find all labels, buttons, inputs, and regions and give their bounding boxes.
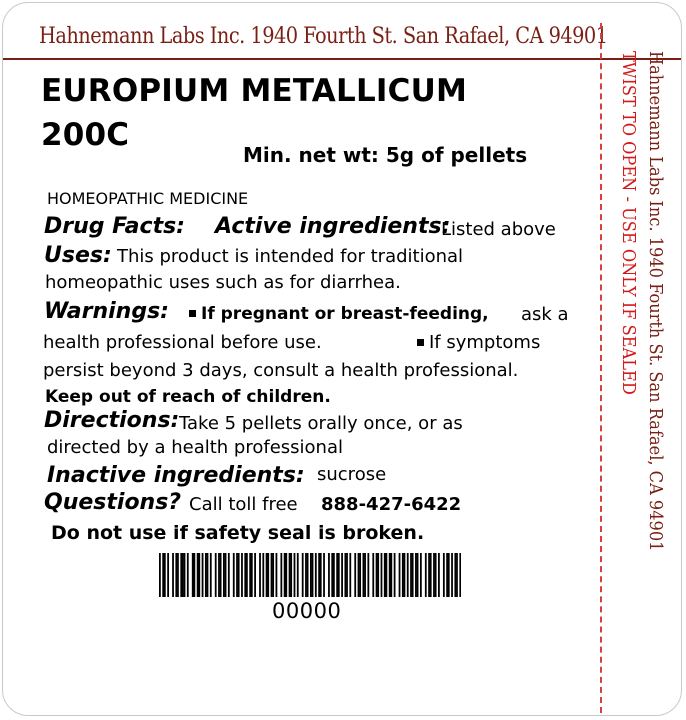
barcode-bar (341, 553, 343, 597)
barcode-bar (367, 553, 369, 597)
barcode-bar (246, 553, 248, 597)
barcode-bar (184, 553, 186, 597)
barcode-bar (358, 553, 360, 597)
barcode-bar (359, 553, 361, 597)
barcode-bar (310, 553, 312, 597)
barcode-bar (280, 553, 282, 597)
barcode-bar (389, 553, 391, 597)
bullet-icon (417, 339, 424, 346)
barcode-bar (215, 553, 217, 597)
barcode-bar (446, 553, 448, 597)
bullet-icon (189, 310, 196, 317)
barcode-bar (384, 553, 386, 597)
barcode-bar (249, 553, 251, 597)
barcode-bar (372, 553, 374, 597)
barcode-bar (412, 553, 414, 597)
barcode-bar (162, 553, 164, 597)
barcode-bar (386, 553, 388, 597)
product-label (2, 2, 682, 716)
barcode-bar (394, 553, 396, 597)
barcode-bar (244, 553, 246, 597)
uses-line-2: homeopathic uses such as for diarrhea. (45, 272, 401, 293)
barcode-bar (259, 553, 261, 597)
barcode-bar (207, 553, 209, 597)
barcode-bar (346, 553, 348, 597)
inactive-ingredients-value: sucrose (317, 464, 387, 485)
barcode-bar (223, 553, 225, 597)
barcode-bar (456, 553, 458, 597)
warning-symptoms (417, 332, 540, 353)
barcode-bar (262, 553, 264, 597)
company-header: Hahnemann Labs Inc. 1940 Fourth St. San Rafael, CA 94901 (39, 24, 608, 49)
barcode-bar (381, 553, 383, 597)
category-label: HOMEOPATHIC MEDICINE (47, 189, 249, 208)
keep-out-warning: Keep out of reach of children. (45, 387, 331, 407)
barcode-bar (312, 553, 314, 597)
barcode-bar (407, 553, 409, 597)
active-ingredients-label: Active ingredients: (215, 214, 451, 239)
barcode-bar (187, 553, 189, 597)
seal-warning: Do not use if safety seal is broken. (51, 522, 425, 544)
barcode-bar (266, 553, 268, 597)
barcode-bar (420, 553, 422, 597)
barcode-bar (425, 553, 427, 597)
barcode-bar (349, 553, 351, 597)
barcode-bar (284, 553, 286, 597)
barcode-bar (271, 553, 273, 597)
side-panel (615, 51, 669, 551)
barcode-bar (218, 553, 220, 597)
net-weight: Min. net wt: 5g of pellets (243, 143, 528, 167)
warning-pregnant-cont-2: health professional before use. (43, 332, 322, 353)
barcode-bar (238, 553, 240, 597)
product-potency: 200C (41, 117, 130, 153)
barcode-bar (390, 553, 392, 597)
barcode-bar (267, 553, 269, 597)
barcode-bar (210, 553, 212, 597)
barcode-bar (459, 553, 461, 597)
barcode-bar (331, 553, 333, 597)
perforation-line (600, 23, 602, 713)
barcode-bar (180, 553, 182, 597)
barcode-bar (363, 553, 365, 597)
barcode-bar (272, 553, 274, 597)
barcode-bar (276, 553, 278, 597)
barcode-bar (404, 553, 406, 597)
directions-line-2: directed by a health professional (47, 437, 343, 458)
active-ingredients-value: Listed above (441, 219, 556, 240)
barcode-bar (289, 553, 291, 597)
barcode-bar (193, 553, 195, 597)
barcode-bar (415, 553, 417, 597)
barcode-bar (323, 553, 325, 597)
barcode-bar (430, 553, 432, 597)
warning-symptoms-cont: persist beyond 3 days, consult a health professional. (43, 360, 519, 381)
barcode (159, 553, 461, 597)
barcode-number: 00000 (272, 599, 342, 623)
warning-pregnant-cont-1: ask a (521, 304, 569, 325)
barcode-bar (177, 553, 179, 597)
uses-line-1: This product is intended for traditional (117, 246, 464, 267)
barcode-bar (336, 553, 338, 597)
barcode-bar (172, 553, 174, 597)
barcode-bar (164, 553, 166, 597)
barcode-bar (192, 553, 194, 597)
barcode-bar (297, 553, 299, 597)
barcode-bar (377, 553, 379, 597)
barcode-bar (333, 553, 335, 597)
barcode-bar (438, 553, 440, 597)
barcode-bar (285, 553, 287, 597)
barcode-bar (202, 553, 204, 597)
barcode-bar (364, 553, 366, 597)
barcode-bar (320, 553, 322, 597)
side-company-text: Hahnemann Labs Inc. 1940 Fourth St. San Rafael, CA 94901 (645, 51, 666, 552)
warning-pregnant-text: If pregnant or breast-feeding, (201, 304, 489, 324)
side-twist-warning: TWIST TO OPEN - USE ONLY IF SEALED (618, 51, 639, 395)
barcode-bar (241, 553, 243, 597)
barcode-bar (307, 553, 309, 597)
barcode-bar (433, 553, 435, 597)
barcode-bar (254, 553, 256, 597)
barcode-bar (294, 553, 296, 597)
warning-symptoms-text: If symptoms (429, 332, 541, 353)
phone-number: 888-427-6422 (321, 494, 462, 515)
uses-label: Uses: (44, 243, 112, 268)
barcode-bar (354, 553, 356, 597)
warnings-label: Warnings: (44, 299, 169, 324)
barcode-bar (315, 553, 317, 597)
barcode-bar (198, 553, 200, 597)
barcode-bar (328, 553, 330, 597)
barcode-bar (159, 553, 161, 597)
barcode-bar (338, 553, 340, 597)
barcode-bar (305, 553, 307, 597)
barcode-bar (225, 553, 227, 597)
barcode-bar (236, 553, 238, 597)
barcode-bar (344, 553, 346, 597)
barcode-bar (182, 553, 184, 597)
barcode-bar (451, 553, 453, 597)
questions-label: Questions? (44, 490, 182, 515)
barcode-bar (448, 553, 450, 597)
barcode-bar (167, 553, 169, 597)
barcode-bar (410, 553, 412, 597)
barcode-bar (251, 553, 253, 597)
barcode-bar (220, 553, 222, 597)
header-divider (3, 58, 681, 60)
barcode-bar (318, 553, 320, 597)
barcode-bar (233, 553, 235, 597)
barcode-bar (376, 553, 378, 597)
questions-text: Call toll free (189, 494, 298, 515)
barcode-bar (402, 553, 404, 597)
product-name: EUROPIUM METALLICUM (41, 73, 468, 109)
directions-label: Directions: (44, 408, 180, 433)
barcode-bar (228, 553, 230, 597)
directions-line-1: Take 5 pellets orally once, or as (179, 413, 463, 434)
barcode-bar (302, 553, 304, 597)
barcode-bar (197, 553, 199, 597)
inactive-ingredients-label: Inactive ingredients: (47, 463, 305, 488)
barcode-bar (443, 553, 445, 597)
barcode-bar (417, 553, 419, 597)
warning-pregnant (189, 304, 489, 324)
barcode-bar (435, 553, 437, 597)
barcode-bar (205, 553, 207, 597)
barcode-bar (175, 553, 177, 597)
barcode-bar (454, 553, 456, 597)
barcode-bar (290, 553, 292, 597)
drug-facts-heading: Drug Facts: (44, 214, 185, 239)
barcode-bar (428, 553, 430, 597)
barcode-bar (399, 553, 401, 597)
